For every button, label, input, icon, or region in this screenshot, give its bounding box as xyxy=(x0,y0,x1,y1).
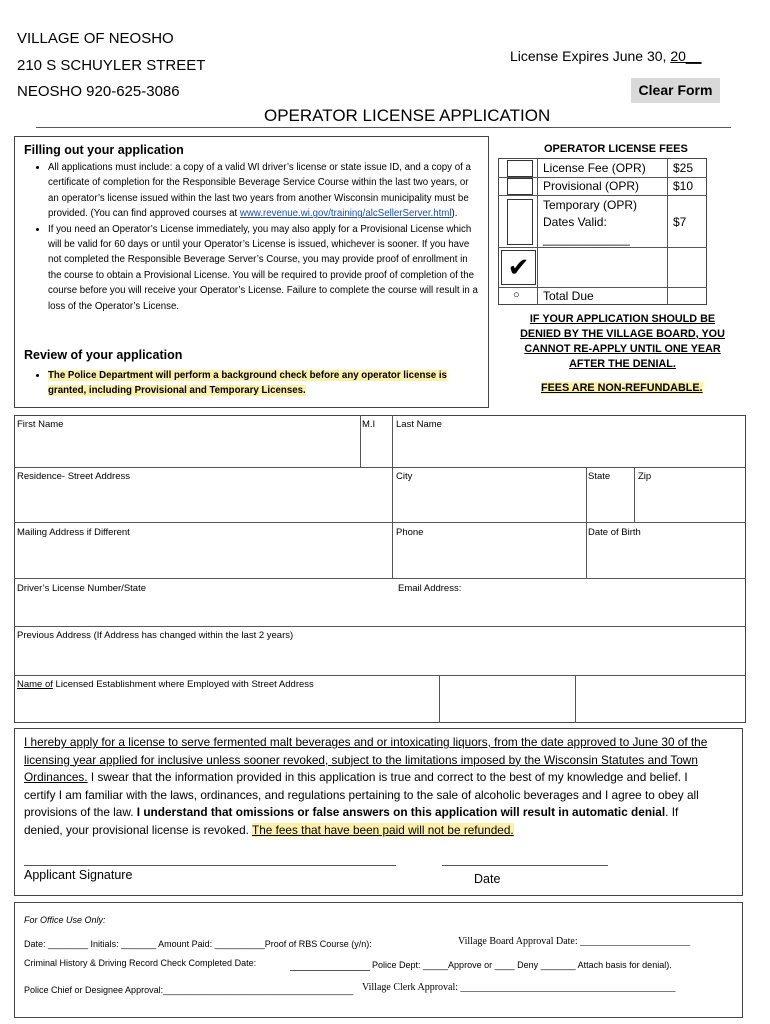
fees-row-line-2 xyxy=(498,195,707,196)
temporary-amount: $7 xyxy=(673,215,687,229)
instruction-bullet-1 xyxy=(48,160,481,222)
middle-initial-field[interactable]: M.I xyxy=(362,419,376,430)
signature-label: Applicant Signature xyxy=(24,868,133,882)
establishment-label-underlined: Name of xyxy=(17,679,53,690)
col-line-zip xyxy=(634,467,635,522)
page-title: OPERATOR LICENSE APPLICATION xyxy=(264,106,551,125)
instructions-heading: Filling out your application xyxy=(24,143,184,157)
phone-field[interactable]: Phone xyxy=(396,527,424,538)
provisional-checkbox[interactable] xyxy=(507,178,533,195)
bullet-1-end: ). xyxy=(451,208,458,220)
fees-row-line-4 xyxy=(498,287,707,288)
denied-notice: IF YOUR APPLICATION SHOULD BE DENIED BY THE VILLAGE BOARD, YOU CANNOT RE-APPLY UNTIL ONE YEAR AFTER THE DENIAL. xyxy=(520,313,725,370)
org-city-phone: NEOSHO 920-625-3086 xyxy=(17,83,180,100)
fees-heading: OPERATOR LICENSE FEES xyxy=(544,143,688,155)
last-name-field[interactable]: Last Name xyxy=(396,419,442,430)
license-expires-year: 20__ xyxy=(670,48,702,64)
declaration-part-1: I hereby apply for a license to serve fermented malt beverages and or intoxicating liquors, from the date approved to June 30 of the licensing year applied for inclusive unless sooner revoked, subject to the limitations imposed by the Wisconsin Statutes and Town Ordinances. xyxy=(24,735,708,785)
criminal-check-date-line[interactable] xyxy=(290,970,370,971)
total-due-label: Total Due xyxy=(543,289,594,303)
col-line-est-2 xyxy=(575,675,576,723)
establishment-label-rest: Licensed Establishment where Employed with Street Address xyxy=(52,679,314,690)
declaration-part-2: I swear that the information provided in this application is true and correct to the best of my knowledge and belief. I certify I am familiar with the laws, ordinances, and regulations pertaining to the sale of alcoholic beverages and I agree to obey all provisions of the law. xyxy=(24,770,699,820)
title-rule xyxy=(36,127,731,128)
review-list xyxy=(26,368,478,399)
row-line-2 xyxy=(14,522,746,523)
col-line-est-1 xyxy=(439,675,440,723)
bullet-1-text: All applications must include: a copy of a valid WI driver’s license or state issue ID, and a copy of a certificate of completion for the Responsible Beverage Service Course within the last two years, or an operator’s license issued within the last two years from another Wisconsin municipality must be provided. (You can find approved courses at xyxy=(48,162,471,220)
col-line-state xyxy=(586,467,587,578)
dates-valid-line: _____________ xyxy=(543,232,630,246)
col-line-mid xyxy=(392,415,393,578)
establishment-field[interactable] xyxy=(17,679,314,690)
course-link[interactable]: www.revenue.wi.gov/training/alcSellerServer.html xyxy=(239,208,452,220)
office-line-3b: Village Clerk Approval: ___________________________________________ xyxy=(362,982,676,993)
residence-address-field[interactable]: Residence- Street Address xyxy=(17,471,131,482)
fees-row-line-3 xyxy=(498,247,707,248)
license-expires xyxy=(510,48,701,64)
fees-col-line-1 xyxy=(537,158,538,305)
email-field[interactable]: Email Address: xyxy=(398,583,462,594)
office-line-2b: Police Dept: _____Approve or ____ Deny _______ Attach basis for denial). xyxy=(372,960,672,970)
instructions-list xyxy=(26,160,481,314)
temporary-checkbox[interactable] xyxy=(507,199,533,245)
mailing-address-field[interactable]: Mailing Address if Different xyxy=(17,527,130,538)
org-street: 210 S SCHUYLER STREET xyxy=(17,57,206,74)
license-fee-amount: $25 xyxy=(673,161,694,175)
drivers-license-field[interactable]: Driver’s License Number/State xyxy=(17,583,147,594)
clear-form-button[interactable]: Clear Form xyxy=(631,78,720,103)
dates-valid-label: Dates Valid: xyxy=(543,215,607,229)
declaration-part-4: . If denied, your provisional license is revoked. xyxy=(24,805,679,837)
row-line-1 xyxy=(14,467,746,468)
license-expires-label: License Expires June 30, xyxy=(510,48,667,64)
previous-address-field[interactable]: Previous Address (If Address has changed within the last 2 years) xyxy=(17,630,294,641)
fees-col-line-2 xyxy=(667,158,668,305)
date-label: Date xyxy=(474,872,501,886)
declaration-part-5: The fees that have been paid will not be refunded. xyxy=(251,822,514,837)
total-marker: ○ xyxy=(513,289,520,301)
col-line-mi xyxy=(360,415,361,467)
declaration-text xyxy=(24,734,718,840)
non-refundable-notice: FEES ARE NON-REFUNDABLE. xyxy=(541,382,703,394)
row-line-3 xyxy=(14,578,746,579)
state-field[interactable]: State xyxy=(588,471,611,482)
provisional-label: Provisional (OPR) xyxy=(543,179,640,193)
org-name: VILLAGE OF NEOSHO xyxy=(17,30,174,47)
city-field[interactable]: City xyxy=(396,471,413,482)
temporary-label: Temporary (OPR) xyxy=(543,198,638,212)
instruction-bullet-2: • If you need an Operator’s License immediately, you may also apply for a Provisional License which will be valid for 60 days or until your Operator’s License is issued, whichever is sooner. If you have not completed the Responsible Beverage Server’s Course, you may provide proof of enrollment in the course to obtain a Provisional License. You will be required to provide proof of completion of the course before you will receive your Operator’s License. Failure to complete the course will result in a loss of the Operator’s License. xyxy=(48,222,481,314)
license-fee-label: License Fee (OPR) xyxy=(543,161,646,175)
review-heading: Review of your application xyxy=(24,348,183,362)
office-line-2a: Criminal History & Driving Record Check Completed Date: xyxy=(24,958,257,968)
checkmark-checkbox[interactable]: ✔ xyxy=(501,250,536,285)
row-line-4 xyxy=(14,626,746,627)
declaration-part-3: I understand that omissions or false answers on this application will result in automatic denial xyxy=(136,805,666,820)
row-line-5 xyxy=(14,675,746,676)
date-line[interactable] xyxy=(442,865,608,866)
signature-line[interactable] xyxy=(24,865,396,866)
date-of-birth-field[interactable]: Date of Birth xyxy=(588,527,641,538)
provisional-amount: $10 xyxy=(673,179,694,193)
zip-field[interactable]: Zip xyxy=(638,471,652,482)
license-fee-checkbox[interactable] xyxy=(507,160,533,177)
office-line-1a: Date: ________ Initials: _______ Amount Paid: __________Proof of RBS Course (y/n): xyxy=(24,939,372,949)
instruction-bullet-3 xyxy=(48,368,478,399)
applicant-form xyxy=(14,415,746,723)
first-name-field[interactable]: First Name xyxy=(17,419,64,430)
background-check-text: The Police Department will perform a background check before any operator license is granted, including Provisional and Temporary Licenses. xyxy=(48,370,447,397)
office-line-1b: Village Board Approval Date: ______________________ xyxy=(458,936,691,947)
office-line-3a: Police Chief or Designee Approval:______________________________________ xyxy=(24,985,354,995)
office-use-heading: For Office Use Only: xyxy=(24,915,106,925)
